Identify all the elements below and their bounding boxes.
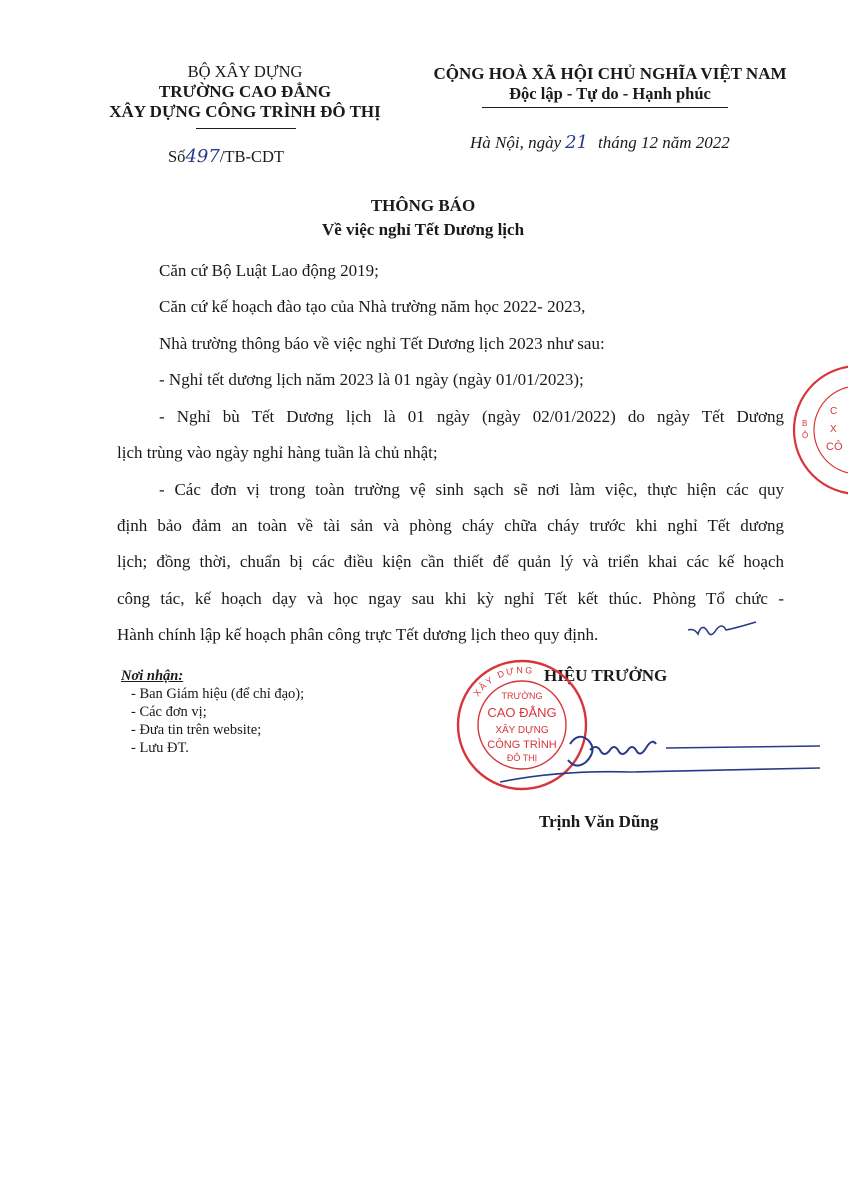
edge-seal-letter: B — [802, 419, 808, 428]
date-day-handwritten: 21 — [565, 132, 589, 153]
body-para-6-line5: Hành chính lập kế hoạch phân công trực Tết dương lịch theo quy định. — [117, 625, 599, 644]
seal-line: TRƯỜNG — [501, 691, 543, 701]
issuer-underline — [196, 128, 296, 129]
school-name-line1: TRƯỜNG CAO ĐẲNG — [158, 82, 332, 101]
date-line — [470, 132, 730, 153]
body-para-6-line3: lịch; đồng thời, chuẩn bị các điều kiện cần thiết để quản lý và triển khai các kế hoạch — [117, 552, 784, 571]
seal-line: XÂY DỰNG — [495, 725, 549, 736]
body-para-6-line4: công tác, kế hoạch dạy và học ngay sau khi kỳ nghỉ Tết kết thúc. Phòng Tổ chức - — [117, 589, 784, 608]
edge-seal-fragment-text: CÔ — [826, 441, 843, 453]
body-para-6-line2: định bảo đảm an toàn về tài sản và phòng cháy chữa cháy trước khi nghỉ Tết dương — [117, 516, 784, 535]
doc-number-prefix: Số — [168, 147, 186, 166]
edge-seal-fragment — [788, 360, 848, 500]
date-suffix: tháng 12 năm 2022 — [598, 133, 730, 152]
body-para-5-line1: - Nghỉ bù Tết Dương lịch là 01 ngày (ngày 02/01/2022) do ngày Tết Dương — [159, 407, 784, 426]
seal-arc-text: XÂY DỰNG — [471, 664, 535, 699]
edge-seal-fragment-text: C — [830, 406, 838, 417]
notice-subtitle: Về việc nghỉ Tết Dương lịch — [321, 220, 525, 239]
body-para-2: Căn cứ kế hoạch đào tạo của Nhà trường năm học 2022- 2023, — [159, 297, 586, 316]
recipients-heading: Nơi nhận: — [121, 668, 184, 684]
doc-number-handwritten: 497 — [185, 146, 220, 167]
notice-title: THÔNG BÁO — [370, 196, 476, 215]
body-para-4: - Nghỉ tết dương lịch năm 2023 là 01 ngày (ngày 01/01/2023); — [159, 370, 584, 389]
body-para-6-line1: - Các đơn vị trong toàn trường vệ sinh sạch sẽ nơi làm việc, thực hiện các quy — [159, 480, 784, 499]
notice-title-block — [223, 194, 623, 242]
seal-line: ĐÔ THỊ — [506, 753, 538, 763]
ministry-name: BỘ XÂY DỰNG — [187, 62, 303, 81]
seal-line: CAO ĐẲNG — [487, 705, 557, 720]
edge-seal-fragment-text: X — [830, 424, 837, 435]
document-number — [168, 146, 284, 167]
national-motto: Độc lập - Tự do - Hạnh phúc — [509, 84, 711, 103]
body-para-5-line2: lịch trùng vào ngày nghỉ hàng tuần là chủ nhật; — [117, 443, 438, 462]
initials-scribble — [684, 616, 764, 640]
motto-underline — [482, 107, 728, 108]
signer-title: HIỆU TRƯỞNG — [544, 666, 668, 685]
date-prefix: Hà Nội, ngày — [470, 133, 562, 152]
handwritten-signature — [470, 720, 830, 800]
issuer-block — [95, 62, 395, 122]
recipients-block — [121, 667, 304, 757]
edge-seal-letter: Ộ — [802, 431, 809, 440]
school-name-line2: XÂY DỰNG CÔNG TRÌNH ĐÔ THỊ — [109, 102, 381, 121]
recipient-item: - Đưa tin trên website; — [131, 722, 262, 738]
doc-number-suffix: /TB-CDT — [219, 147, 284, 166]
national-title: CỘNG HOÀ XÃ HỘI CHỦ NGHĨA VIỆT NAM — [433, 64, 787, 83]
recipient-item: - Các đơn vị; — [131, 704, 207, 720]
seal-line: CÔNG TRÌNH — [487, 739, 557, 751]
signer-name: Trịnh Văn Dũng — [539, 812, 659, 831]
body-para-1: Căn cứ Bộ Luật Lao động 2019; — [159, 261, 379, 280]
body-para-3: Nhà trường thông báo về việc nghỉ Tết Dương lịch 2023 như sau: — [159, 334, 605, 353]
recipient-item: - Ban Giám hiệu (để chỉ đạo); — [131, 686, 305, 702]
recipient-item: - Lưu ĐT. — [131, 740, 189, 756]
national-header — [405, 64, 815, 104]
